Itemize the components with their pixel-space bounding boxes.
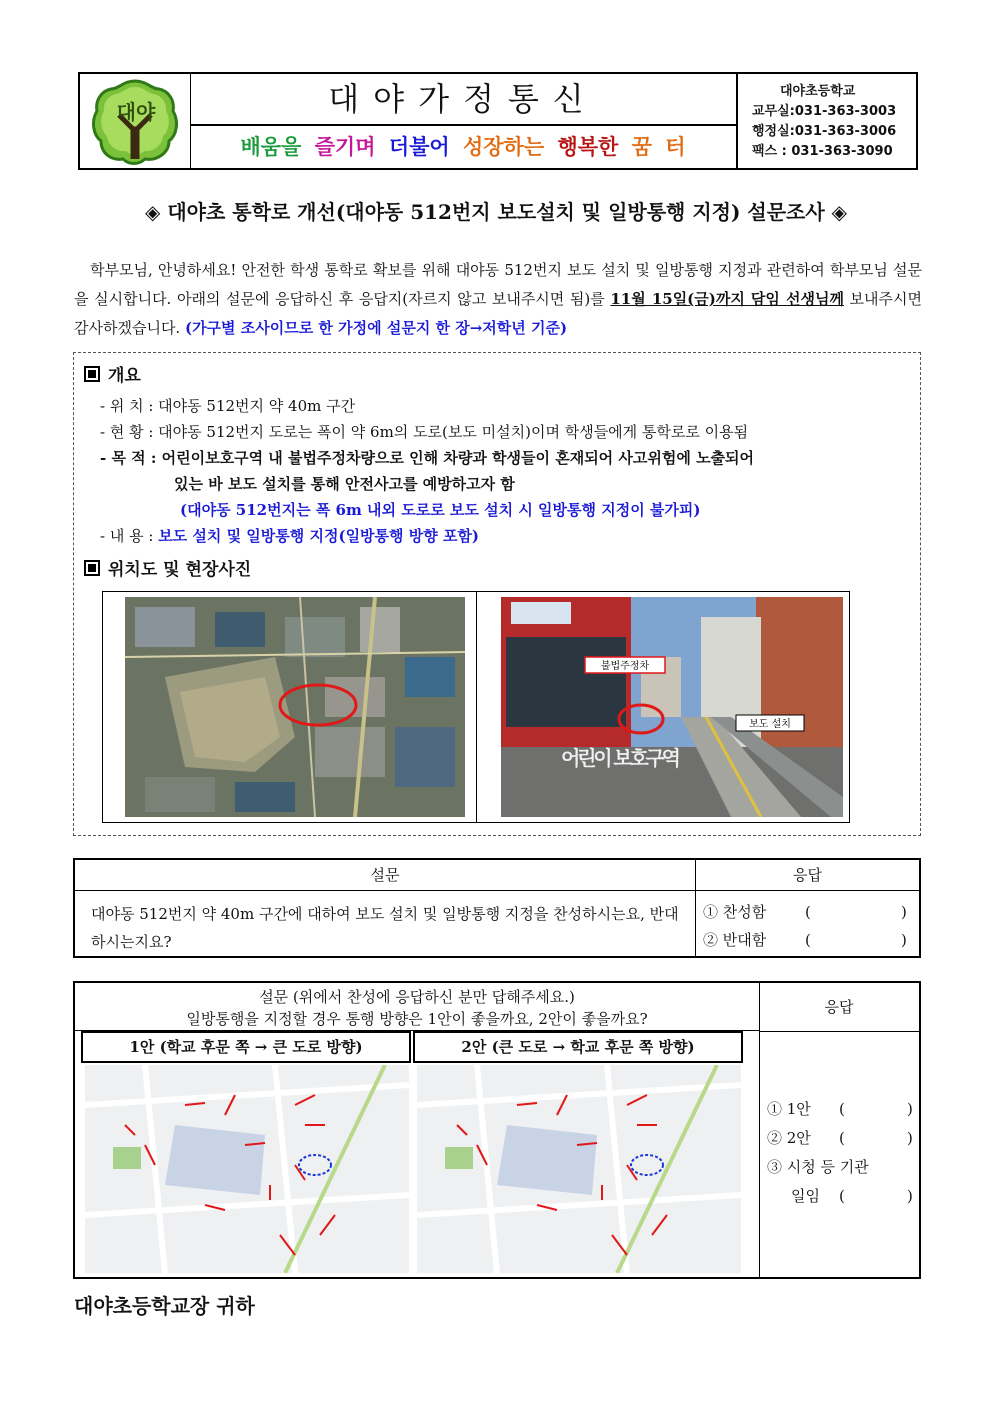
option-delegate-cont[interactable]: 일임 ( )	[791, 1187, 913, 1205]
overview-purpose: - 목 적 : 어린이보호구역 내 불법주정차량으로 인해 차량과 학생들이 혼재되어 사고위험에 노출되어	[100, 449, 755, 467]
plan2-header: 2안 (큰 도로 → 학교 후문 쪽 방향)	[413, 1031, 743, 1063]
table1-answers	[703, 898, 913, 954]
overview-box	[73, 352, 921, 836]
motto-word: 배움을	[240, 135, 302, 159]
map-heading: 위치도 및 현장사진	[84, 555, 251, 580]
option-agree[interactable]: ① 찬성함 ( )	[703, 903, 907, 921]
satellite-map-image	[125, 597, 465, 817]
photos-frame	[102, 591, 850, 823]
plan1-header: 1안 (학교 후문 쪽 → 큰 도로 방향)	[81, 1031, 411, 1063]
table2-answers	[767, 1095, 917, 1211]
option-delegate[interactable]: ③ 시청 등 기관	[767, 1158, 869, 1176]
street-photo-image	[501, 597, 843, 817]
school-name: 대야초등학교	[780, 84, 856, 99]
admin-phone: 행정실:031-363-3006	[752, 124, 897, 139]
office-phone: 교무실:031-363-3003	[752, 104, 897, 119]
option-disagree[interactable]: ② 반대함 ( )	[703, 931, 907, 949]
newsletter-title: 대야가정통신	[190, 74, 736, 126]
motto-word: 더불어	[388, 135, 450, 159]
motto-word: 성장하는	[462, 135, 545, 159]
addressee: 대야초등학교장 귀하	[74, 1294, 255, 1318]
table2-header-answer: 응답	[824, 998, 854, 1016]
intro-text: 학부모님, 안녕하세요! 안전한 학생 통학로 확보를 위해 대야동 512번지 보도 설치 및 일방통행 지정과 관련하여 학부모님 설문을 실시합니다. 아래의 설문에 응답하신 후 응답지(자르지 않고 보내주시면 됨)를	[74, 261, 922, 308]
logo-text: 대야	[116, 100, 156, 124]
sidewalk-label: 보도 설치	[749, 719, 791, 730]
survey-table-2	[73, 981, 921, 1279]
option-plan2[interactable]: ② 2안 ( )	[767, 1129, 913, 1147]
plan2-map-image	[417, 1065, 741, 1273]
plan1-map-image	[85, 1065, 409, 1273]
fax-number: 팩스 : 031-363-3090	[752, 144, 893, 159]
photo-divider	[476, 592, 477, 822]
overview-content: - 내 용 : 보도 설치 및 일방통행 지정(일방통행 방향 포함)	[100, 527, 480, 545]
table2-header-question: 설문 (위에서 찬성에 응답하신 분만 답해주세요.) 일방통행을 지정할 경우 통행 방향은 1안이 좋을까요, 2안이 좋을까요?	[75, 983, 759, 1031]
overview-heading: 개요	[84, 361, 141, 386]
motto-word: 행복한	[557, 135, 619, 159]
survey-table-1	[73, 858, 921, 958]
overview-purpose-cont: 있는 바 보도 설치를 통해 안전사고를 예방하고자 함	[174, 475, 515, 493]
intro-text-2: 보내주시면 감사하겠습니다.	[74, 290, 923, 337]
road-marking-text: 어린이 보호구역	[561, 746, 681, 770]
option-plan1[interactable]: ① 1안 ( )	[767, 1100, 913, 1118]
school-contact	[736, 74, 916, 168]
square-bullet-icon	[84, 366, 100, 382]
overview-status: - 현 황 : 대야동 512번지 도로는 폭이 약 6m의 도로(보도 미설치)이며 학생들에게 통학로로 이용됨	[100, 423, 749, 441]
intro-paragraph	[74, 256, 922, 343]
column-divider	[695, 860, 696, 956]
square-bullet-icon	[84, 560, 100, 576]
overview-content-value: 보도 설치 및 일방통행 지정(일방통행 방향 포함)	[158, 527, 480, 545]
motto-word: 꿈 터	[631, 135, 686, 159]
school-logo	[80, 74, 191, 168]
motto-word: 즐기며	[314, 135, 376, 159]
overview-list	[100, 393, 900, 549]
survey-title: ◈ 대야초 통학로 개선(대야동 512번지 보도설치 및 일방통행 지정) 설문조사 ◈	[144, 200, 848, 224]
table1-header-question: 설문	[75, 860, 695, 891]
overview-purpose-note: (대야동 512번지는 폭 6m 내외 도로로 보도 설치 시 일방통행 지정이 불가피)	[180, 501, 701, 519]
school-motto	[190, 126, 736, 168]
table1-header-answer: 응답	[696, 860, 919, 891]
newsletter-header	[78, 72, 918, 170]
overview-location: - 위 치 : 대야동 512번지 약 40m 구간	[100, 397, 356, 415]
household-note: (가구별 조사이므로 한 가정에 설문지 한 장→저학년 기준)	[184, 319, 568, 337]
table1-question: 대야동 512번지 약 40m 구간에 대하여 보도 설치 및 일방통행 지정을 찬성하시는요, 반대하시는지요?	[91, 905, 679, 951]
deadline: 11월 15일(금)까지 담임 선생님께	[610, 290, 844, 308]
illegal-parking-label: 불법주정차	[600, 661, 650, 672]
